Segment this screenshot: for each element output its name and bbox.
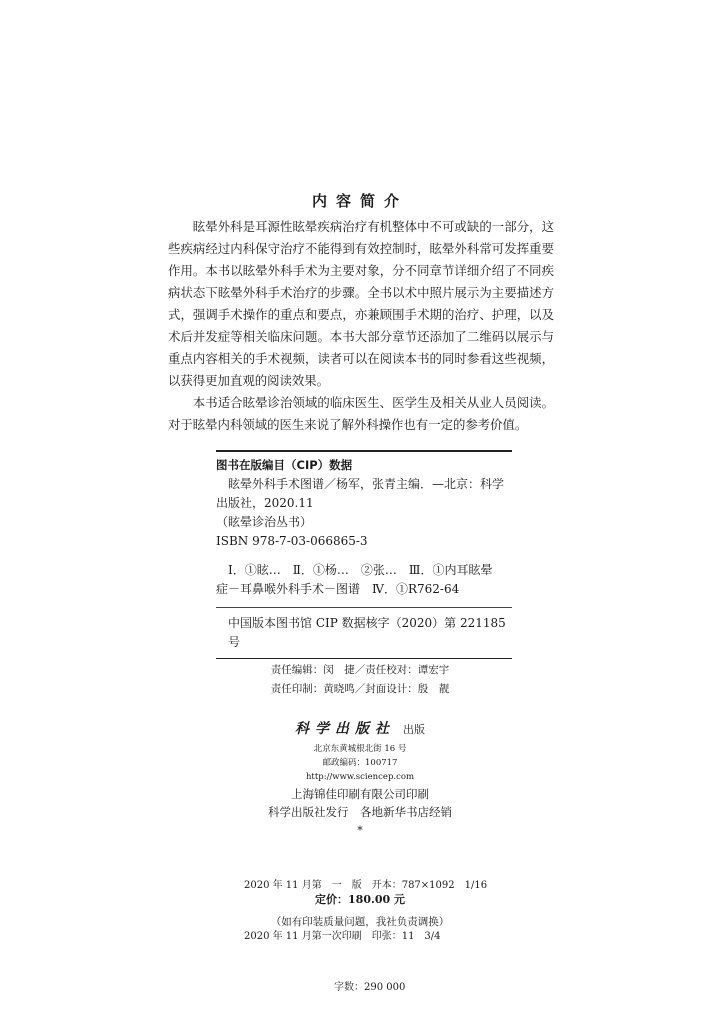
publisher-url: http://www.sciencep.com xyxy=(305,772,415,782)
publisher-line xyxy=(0,718,720,738)
credits-line-2: 责任印制：黄晓鸣／封面设计：殷 靓 xyxy=(270,683,450,695)
publisher-postcode: 邮政编码：100717 xyxy=(322,758,398,768)
page-title: 内容简介 xyxy=(311,192,408,210)
cip-divider xyxy=(216,607,512,608)
cip-subject-line-1: Ⅰ．①眩… Ⅱ．①杨… ②张… Ⅲ．①内耳眩晕 xyxy=(228,563,493,577)
publisher-suffix: 出版 xyxy=(403,723,425,736)
cip-bottom-rule xyxy=(216,658,512,659)
edition-line-3: 字数：290 000 xyxy=(244,982,406,993)
edition-line-1: 2020 年 11 月第 一 版 开本：787×1092 1/16 xyxy=(244,880,488,891)
separator-asterisk: * xyxy=(357,824,363,837)
cip-record xyxy=(216,456,512,659)
edition-line-2: 2020 年 11 月第一次印刷 印张：11 3/4 xyxy=(244,931,441,942)
cip-isbn-line: ISBN 978-7-03-066865-3 xyxy=(216,534,368,548)
quality-notice: （如有印装质量问题，我社负责调换） xyxy=(270,916,450,928)
cip-title-line: 眩晕外科手术图谱／杨军，张青主编．—北京：科学 xyxy=(228,477,505,491)
price: 定价：180.00 元 xyxy=(315,893,405,906)
edition-info xyxy=(244,843,544,1030)
credits-line-1: 责任编辑：闵 捷／责任校对：谭宏宇 xyxy=(270,664,450,676)
cip-number-line: 中国版本图书馆 CIP 数据核字（2020）第 221185 号 xyxy=(228,616,506,649)
cip-subject-line-2: 症－耳鼻喉外科手术－图谱 Ⅳ．①R762-64 xyxy=(216,582,460,596)
summary-paragraph-2: 本书适合眩晕诊治领域的临床医生、医学生及相关从业人员阅读。对于眩晕内科领域的医生来说了解外科操作也有一定的参考价值。 xyxy=(168,395,554,432)
distribution-line: 科学出版社发行 各地新华书店经销 xyxy=(268,805,452,819)
cip-series-line: （眩晕诊治丛书） xyxy=(216,515,313,529)
publisher-name: 科学出版社 xyxy=(295,721,395,737)
printer-name: 上海锦佳印刷有限公司印刷 xyxy=(291,787,429,801)
editorial-credits xyxy=(0,661,720,699)
summary-paragraph-1: 眩晕外科是耳源性眩晕疾病治疗有机整体中不可或缺的一部分，这些疾病经过内科保守治疗不能得到有效控制时，眩晕外科常可发挥重要作用。本书以眩晕外科手术为主要对象，分不同章节详细介绍了不同疾病状态下眩晕外科手术治疗的步骤。全书以术中照片展示为主要描述方式，强调手术操作的重点和要点，亦兼顾围手术期的治疗、护理，以及术后并发症等相关临床问题。本书大部分章节还添加了二维码以展示与重点内容相关的手术视频，读者可以在阅读本书的同时参看这些视频，以获得更加直观的阅读效果。 xyxy=(168,219,554,388)
printer-block xyxy=(0,785,720,821)
cip-header: 图书在版编目（CIP）数据 xyxy=(216,458,353,472)
cip-publisher-line: 出版社，2020.11 xyxy=(216,496,314,510)
publisher-address: 北京东黄城根北街 16 号 xyxy=(313,744,407,754)
publisher-address-block xyxy=(0,742,720,784)
cip-top-rule xyxy=(216,450,512,452)
summary-text xyxy=(168,216,554,436)
